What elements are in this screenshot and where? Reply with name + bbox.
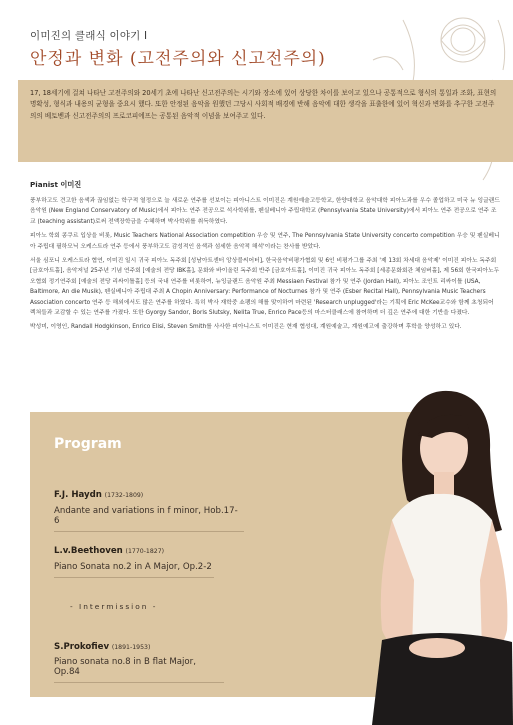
intro-text: 17, 18세기에 걸쳐 나타난 고전주의와 20세기 초에 나타난 신고전주의는 시기와 장소에 있어 상당한 차이를 보이고 있으나 공통적으로 형식의 통일과 조화, 표현의 명확성, 형식과 내용의 균형을 중요시 했다. 또한 안정된 음악을 원했던 그당시 사회적 배경에 반해 음악에 대한 생각을 표출한에 있어 혁신과 변화를 추구한 고전주의의 베토벤과 신고전주의의 프로코피에프는 공통된 음악적 이념을 보여주고 있다. <box>30 89 497 120</box>
intro-box <box>18 80 513 162</box>
composer-haydn <box>54 490 143 500</box>
composer-prokofiev <box>54 642 150 652</box>
composer-name: F.J. Haydn <box>54 490 102 500</box>
composer-years: (1732-1809) <box>104 492 144 499</box>
piece-beethoven: Piano Sonata no.2 in A Major, Op.2-2 <box>54 562 214 578</box>
series-title: 이미진의 클래식 이야기 Ⅰ <box>30 30 148 42</box>
composer-name: S.Prokofiev <box>54 642 110 652</box>
pianist-heading: Pianist 이미진 <box>30 180 82 189</box>
bio-paragraph: 피아노 학회 콩쿠르 입상을 비롯, Music Teachers National Association competition 우승 및 연주, The Pennsylvania State University concerto competition 우승 및 펜실베니아 주립대 필하모닉 오케스트라 연주 등에서 풍부하고도 감성적인 음색과 섬세한 음악적 해석'이라는 찬사를 받았다. <box>30 233 500 250</box>
composer-name: L.v.Beethoven <box>54 546 123 556</box>
piece-prokofiev: Piano sonata no.8 in B flat Major, Op.84 <box>54 657 224 683</box>
composer-years: (1891-1953) <box>111 644 151 651</box>
bio-paragraph: 풍부하고도 견고한 음색과 끊임없는 학구적 열정으로 늘 새로운 연주를 선보이는 피아니스트 이미진은 계원예술고등학교, 한양대학교 음악대학 피아노과를 우수 졸업하고 미국 뉴 잉글랜드 음악원 (New England Conservatory of Music)에서 피아노 연주 전공으로 석사학위를, 펜실베니아 주립대학교 (Pennsylvania State University)에서 피아노 연주 전공으로 연주 조교 (teaching assistant)로써 전액장학금을 수혜하며 박사학위를 취득하였다. <box>30 198 500 225</box>
piece-haydn: Andante and variations in f minor, Hob.17- 6 <box>54 506 244 532</box>
bio-paragraph: 박성미, 이영인, Randall Hodgkinson, Enrico Elisi, Steven Smith를 사사한 피아니스트 이미진은 현재 협성대, 계원예술고, 계원예고에 출강하며 후학을 양성하고 있다. <box>30 324 462 331</box>
bio-paragraph: 서울 심포니 오케스트라 협연, 이미진 일시 귀국 피아노 독주회 [성남아트센터 앙상블씨어터], 한국음악비평가협회 및 6인 비평가그룹 주최 '제 13회 차세대 음악제' 이미진 피아노 독주회 [금호아트홀], 음악저널 25주년 기념 연주회 [예술의 전당 IBK홀], 문화와 바이올린 독주회 반주 [금호아트홀], 이미진 귀국 피아노 독주회 [세종문화회관 체임버홀], 제 56회 한국피아노두오협회 정기연주회 [예술의 전당 리싸이틀홀] 등의 국내 연주를 비롯하여, 뉴잉글랜드 음악원 주최 Messiaen Festival 참가 및 연주 (Jordan Hall), 피아노 조인트 리싸이틀 (USA, Baltimore, An die Musik), 펜실베니아 주립대 주최 A Chopin Anniversary: Performance of Nocturnes 참가 및 연주 (Esber Recital Hall), Pennsylvania Music Teachers Association concerto 연주 등 해외에서도 많은 연주를 하였다. 특히 박사 재학중 쇼팽의 해를 맞이하여 마련된 'Research unplugged'라는 기획에 Eric McKee교수와 함께 초청되어 렉쳐들과 교감할 수 있는 연주를 가졌다. 또한 Gyorgy Sandor, Boris Slutsky, Nelita True, Enrico Pace등의 마스터클래스에 참여하며 더 깊은 연주에 대한 기반을 다졌다. <box>30 258 500 317</box>
page-title: 안정과 변화 (고전주의와 신고전주의) <box>30 49 326 69</box>
pianist-photo <box>352 380 513 725</box>
program-title: Program <box>54 436 122 452</box>
intermission-label: - Intermission - <box>70 602 158 611</box>
composer-years: (1770-1827) <box>125 548 165 555</box>
composer-beethoven <box>54 546 164 556</box>
pianist-bio <box>30 180 500 337</box>
